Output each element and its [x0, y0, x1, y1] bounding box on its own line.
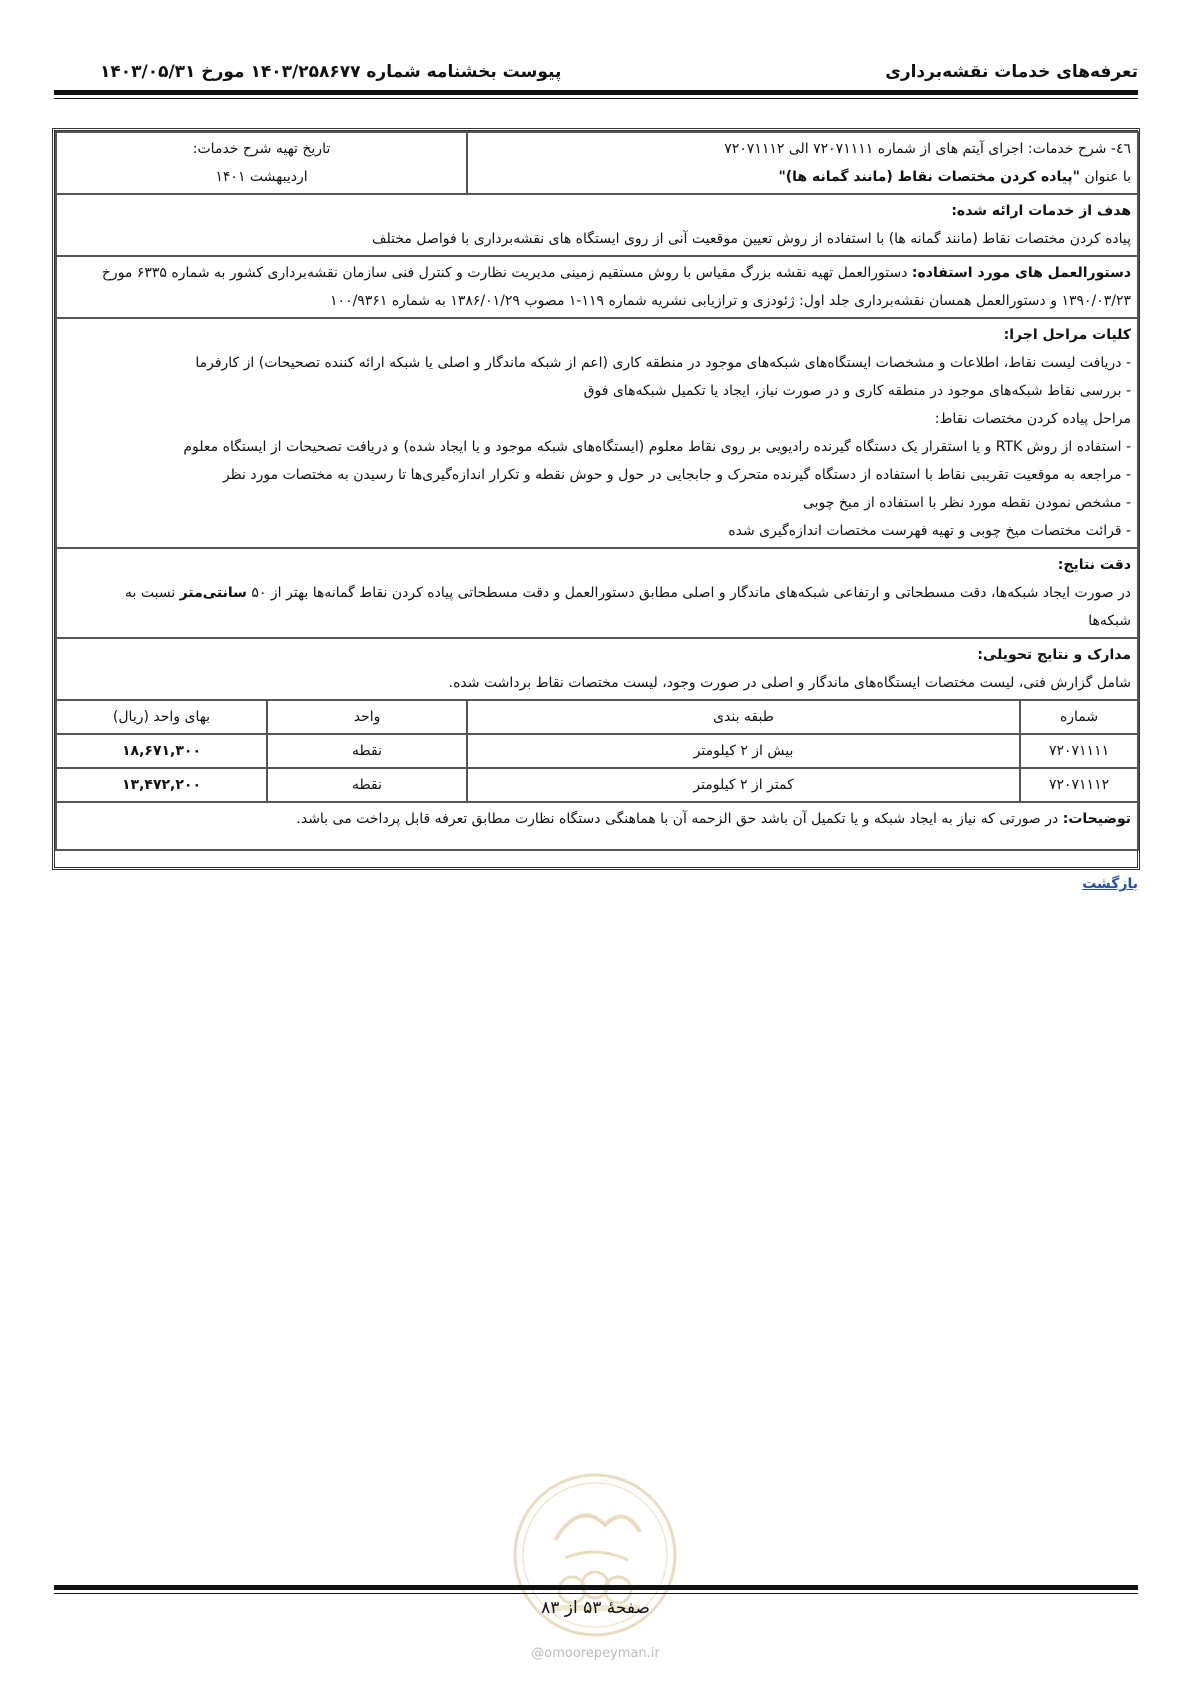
- accuracy-heading: دقت نتایج:: [1057, 557, 1132, 573]
- steps-subheading: مراحل پیاده کردن مختصات نقاط:: [934, 411, 1132, 427]
- step-item: - استفاده از روش RTK و یا استقرار یک دستگاه گیرنده رادیویی بر روی نقاط معلوم (ایستگاه‌های شبکه موجود و یا ایجاد شده) و دریافت تصحیحات از ایستگاه معلوم: [183, 439, 1132, 455]
- notes-section: [56, 802, 1138, 850]
- standards-line-1: [63, 259, 1131, 287]
- item-category: کمتر از ۲ کیلومتر: [467, 768, 1020, 802]
- service-table: [55, 131, 1139, 851]
- header-code: شماره: [1020, 700, 1138, 734]
- page-header: [54, 58, 1138, 86]
- standards-heading: دستورالعمل های مورد استفاده:: [911, 265, 1132, 281]
- accuracy-unit: سانتی‌متر: [179, 585, 247, 601]
- goal-text: پیاده کردن مختصات نقاط (مانند گمانه ها) با استفاده از روش تعیین موقعیت آنی از روی ایستگاه های نقشه‌برداری با فواصل مختلف: [372, 231, 1132, 247]
- header-rule-thin: [54, 98, 1138, 99]
- footer-rule-thin: [54, 1593, 1138, 1594]
- item-unit: نقطه: [267, 768, 467, 802]
- deliverables-section: [56, 638, 1138, 700]
- page-number: صفحهٔ ۵۳ از ۸۳: [541, 1598, 650, 1618]
- item-unit: نقطه: [267, 734, 467, 768]
- notes-label: توضیحات:: [1062, 811, 1132, 827]
- table-row: [56, 734, 1138, 768]
- accuracy-line-1: [63, 579, 1131, 607]
- item-price: ۱۸,۶۷۱,۳۰۰: [56, 734, 267, 768]
- step-item: - دریافت لیست نقاط، اطلاعات و مشخصات ایستگاه‌های شبکه‌های موجود در منطقه کاری (اعم از شبکه ماندگار و اصلی یا شبکه ارائه کننده تصحیحات) از کارفرما: [195, 355, 1132, 371]
- item-code: ۷۲۰۷۱۱۱۱: [1020, 734, 1138, 768]
- standards-section: [56, 256, 1138, 318]
- service-title: "پیاده کردن مختصات نقاط (مانند گمانه ها)": [778, 169, 1080, 185]
- circular-reference: پیوست بخشنامه شماره ۱۴۰۳/۲۵۸۶۷۷ مورخ ۱۴۰۳/۰۵/۳۱: [100, 62, 562, 82]
- service-title-line: [474, 163, 1131, 191]
- step-item: - مراجعه به موقعیت تقریبی نقاط با استفاده از دستگاه گیرنده متحرک و جابجایی در حول و حوش نقطه و تکرار اندازه‌گیری‌ها تا رسیدن به مختصات مورد نظر: [222, 467, 1132, 483]
- date-label: تاریخ تهیه شرح خدمات:: [192, 141, 331, 157]
- date-cell: [56, 132, 467, 194]
- item-code: ۷۲۰۷۱۱۱۲: [1020, 768, 1138, 802]
- accuracy-section: [56, 548, 1138, 638]
- steps-section: [56, 318, 1138, 548]
- steps-heading: کلیات مراحل اجرا:: [1003, 327, 1132, 343]
- document-title: تعرفه‌های خدمات نقشه‌برداری: [885, 62, 1138, 82]
- accuracy-text-1c: نسبت به: [125, 585, 180, 601]
- item-category: بیش از ۲ کیلومتر: [467, 734, 1020, 768]
- deliverables-text: شامل گزارش فنی، لیست مختصات ایستگاه‌های ماندگار و اصلی در صورت وجود، لیست مختصات نقاط برداشت شده.: [448, 675, 1132, 691]
- item-price: ۱۳,۴۷۲,۲۰۰: [56, 768, 267, 802]
- accuracy-text-1a: در صورت ایجاد شبکه‌ها، دقت مسطحاتی و ارتفاعی شبکه‌های ماندگار و اصلی مطابق دستورالعمل و دقت مسطحاتی پیاده کردن نقاط گمانه‌ها بهتر از ۵۰: [246, 585, 1132, 601]
- header-price: بهای واحد (ریال): [56, 700, 267, 734]
- header-rule-thick: [54, 90, 1138, 95]
- service-range: ٤٦- شرح خدمات: اجرای آیتم های از شماره ۷۲۰۷۱۱۱۱ الی ۷۲۰۷۱۱۱۲: [724, 141, 1132, 157]
- step-item: - مشخص نمودن نقطه مورد نظر با استفاده از میخ چوبی: [802, 495, 1132, 511]
- accuracy-text-2: شبکه‌ها: [1088, 613, 1132, 629]
- table-row: [56, 768, 1138, 802]
- header-unit: واحد: [267, 700, 467, 734]
- goal-heading: هدف از خدمات ارائه شده:: [951, 203, 1132, 219]
- header-category: طبقه بندی: [467, 700, 1020, 734]
- service-description-cell: [467, 132, 1138, 194]
- website-watermark: @omoorepeyman.ir: [531, 1646, 660, 1661]
- standards-text-2: ۱۳۹۰/۰۳/۲۳ و دستورالعمل همسان نقشه‌برداری جلد اول: ژئودزی و ترازیابی نشریه شماره ۱۱۹-۱ مصوب ۱۳۸۶/۰۱/۲۹ به شماره ۱۰۰/۹۳۶۱: [330, 293, 1132, 309]
- notes-text: در صورتی که نیاز به ایجاد شبکه و یا تکمیل آن باشد حق الزحمه آن با هماهنگی دستگاه نظارت مطابق تعرفه قابل پرداخت می باشد.: [296, 811, 1063, 827]
- goal-section: [56, 194, 1138, 256]
- standards-text-1: دستورالعمل تهیه نقشه بزرگ مقیاس با روش مستقیم زمینی مدیریت نظارت و کنترل فنی سازمان نقشه‌برداری کشور به شماره ۶۳۳۵ مورخ: [101, 265, 912, 281]
- service-title-prefix: با عنوان: [1084, 169, 1132, 185]
- step-item: - بررسی نقاط شبکه‌های موجود در منطقه کاری و در صورت نیاز، ایجاد یا تکمیل شبکه‌های فوق: [583, 383, 1132, 399]
- notes-line: [63, 805, 1131, 833]
- deliverables-heading: مدارک و نتایج تحویلی:: [977, 647, 1132, 663]
- step-item: - قرائت مختصات میخ چوبی و تهیه فهرست مختصات اندازه‌گیری شده: [728, 523, 1132, 539]
- back-link[interactable]: بازگشت: [1082, 876, 1138, 892]
- footer-rule-thick: [54, 1585, 1138, 1590]
- date-value: اردیبهشت ۱۴۰۱: [215, 169, 308, 185]
- price-header-row: [56, 700, 1138, 734]
